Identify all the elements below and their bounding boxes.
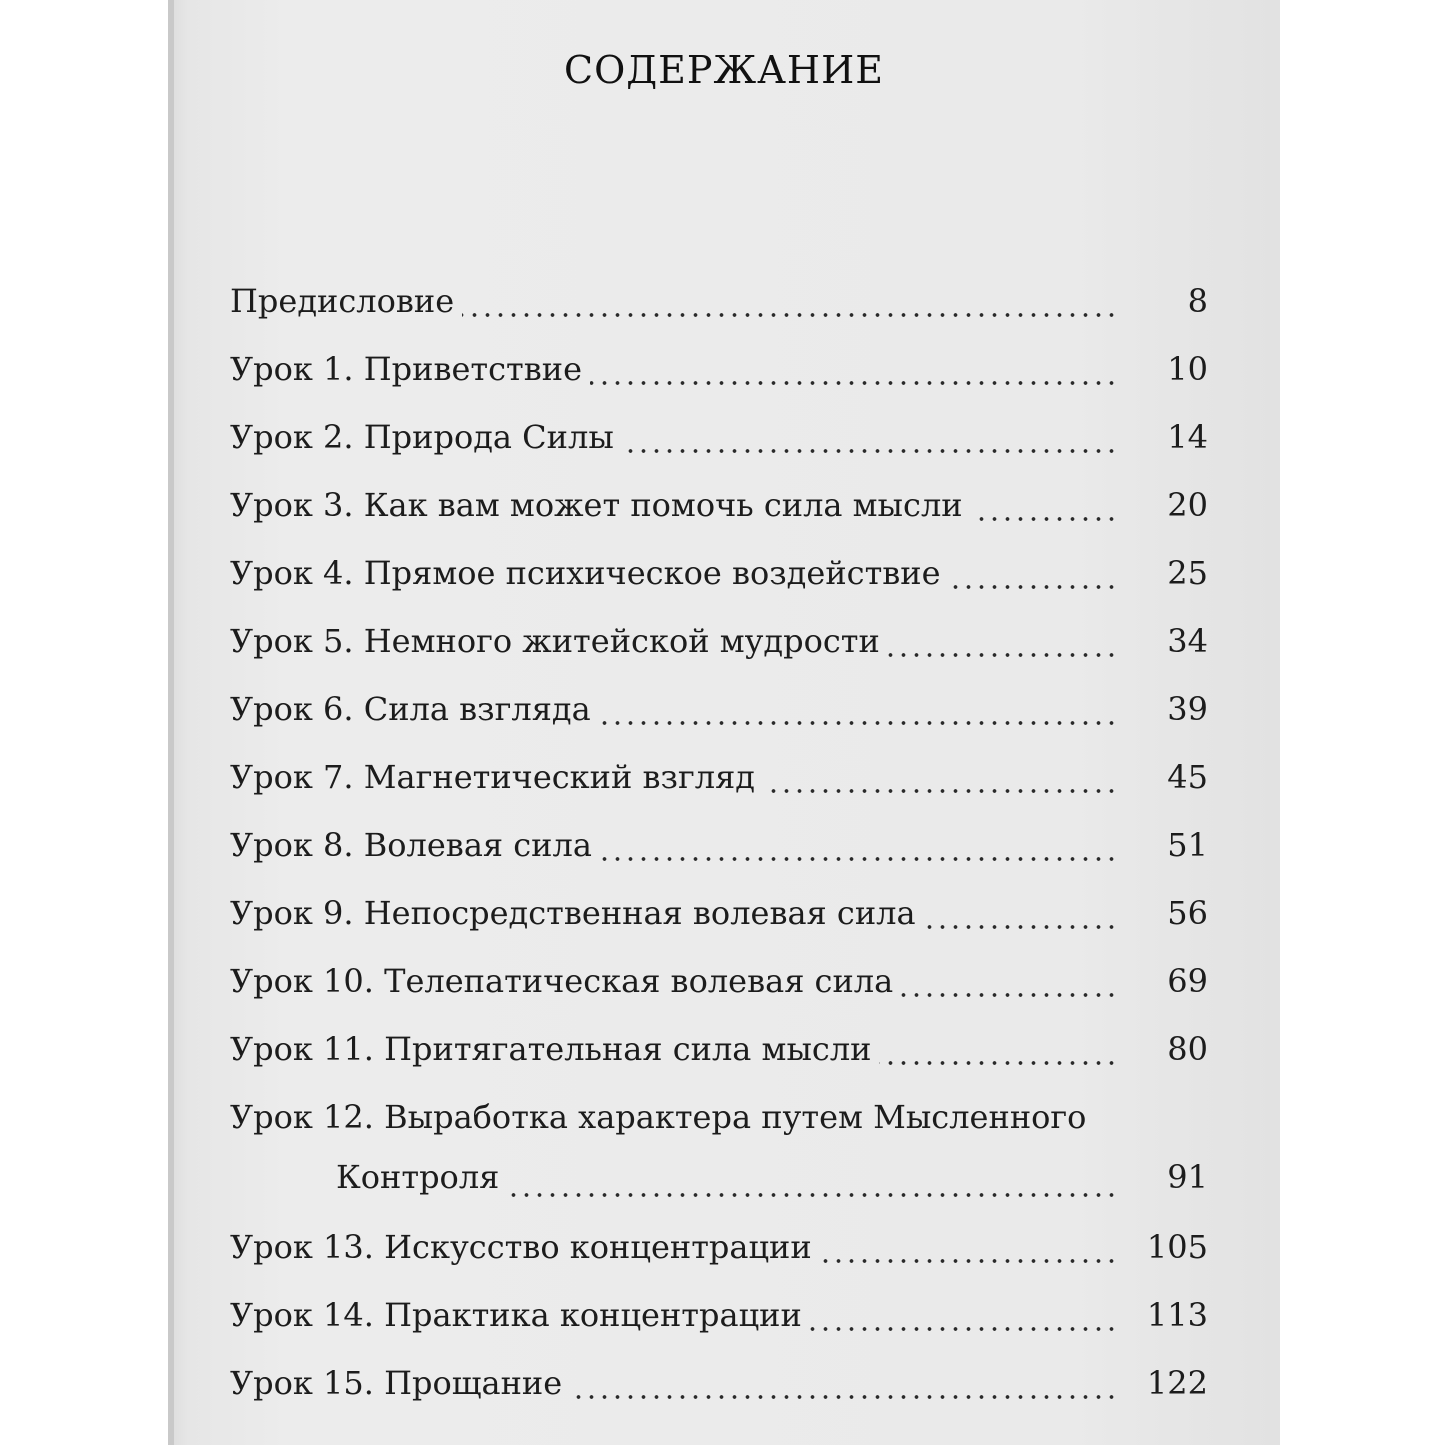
page-title: СОДЕРЖАНИЕ [564, 48, 884, 92]
toc-entry-label: Урок 13. Искусство концентрации [230, 1228, 812, 1266]
dot-leader [570, 1395, 1118, 1399]
toc-entry-label: Урок 10. Телепатическая волевая сила [230, 962, 894, 1000]
dot-leader [924, 925, 1118, 929]
dot-leader [901, 993, 1118, 997]
toc-entry [230, 543, 1208, 603]
toc-entry-label: Урок 12. Выработка характера путем Мысленного [230, 1098, 1087, 1136]
dot-leader [820, 1259, 1118, 1263]
toc-entry-page: 80 [1167, 1030, 1208, 1068]
toc-entry-label: Урок 1. Приветствие [230, 350, 583, 388]
toc-entry [230, 407, 1208, 467]
toc-entry-page: 69 [1167, 962, 1208, 1000]
dot-leader [622, 449, 1118, 453]
toc-entry [230, 1019, 1208, 1079]
book-page [168, 0, 1280, 1445]
toc-entry [230, 1285, 1208, 1345]
toc-entry-page: 122 [1146, 1364, 1208, 1402]
toc-entry-label: Урок 6. Сила взгляда [230, 690, 591, 728]
toc-entry-label: Предисловие [230, 282, 455, 320]
toc-entry-page: 45 [1167, 758, 1208, 796]
dot-leader [507, 1193, 1118, 1197]
toc-entry-page: 105 [1146, 1228, 1208, 1266]
toc-entry-label: Урок 5. Немного житейской мудрости [230, 622, 880, 660]
dot-leader [879, 1061, 1118, 1065]
toc-entry [230, 339, 1208, 399]
toc-entry-page: 56 [1167, 894, 1208, 932]
toc-entry-page: 39 [1167, 690, 1208, 728]
toc-entry-label: Урок 7. Магнетический взгляд [230, 758, 755, 796]
dot-leader [599, 721, 1118, 725]
toc-entry [230, 1087, 1208, 1211]
toc-entry [230, 271, 1208, 331]
toc-entry-page: 113 [1146, 1296, 1208, 1334]
dot-leader [590, 381, 1118, 385]
toc-entry-page: 91 [1167, 1158, 1208, 1196]
toc-entry-page: 8 [1187, 282, 1208, 320]
toc-entry [230, 747, 1208, 807]
toc-entry-label: Урок 15. Прощание [230, 1364, 563, 1402]
toc-entry [230, 883, 1208, 943]
toc-entry-label: Урок 9. Непосредственная волевая сила [230, 894, 916, 932]
toc-entry-label: Урок 8. Волевая сила [230, 826, 592, 864]
toc-entry-label-continued: Контроля [336, 1158, 500, 1196]
dot-leader [888, 653, 1118, 657]
toc-entry-page: 14 [1167, 418, 1208, 456]
toc-entry [230, 1217, 1208, 1277]
dot-leader [971, 517, 1118, 521]
toc-entry [230, 1353, 1208, 1413]
toc-entry [230, 475, 1208, 535]
dot-leader [763, 789, 1118, 793]
toc-entry [230, 679, 1208, 739]
page-gutter-shadow [168, 0, 174, 1445]
toc-entry-label: Урок 2. Природа Силы [230, 418, 614, 456]
toc-entry-label: Урок 3. Как вам может помочь сила мысли [230, 486, 963, 524]
toc-entry-page: 20 [1167, 486, 1208, 524]
toc-entry-page: 25 [1167, 554, 1208, 592]
toc-entry-page: 34 [1167, 622, 1208, 660]
dot-leader [949, 585, 1118, 589]
toc-entry-page: 51 [1167, 826, 1208, 864]
dot-leader [810, 1327, 1118, 1331]
toc-entry-label: Урок 11. Притягательная сила мысли [230, 1030, 872, 1068]
dot-leader [600, 857, 1118, 861]
toc-entry-label: Урок 4. Прямое психическое воздействие [230, 554, 941, 592]
dot-leader [462, 313, 1118, 317]
toc-entry [230, 951, 1208, 1011]
toc-entry-page: 10 [1167, 350, 1208, 388]
toc-entry [230, 815, 1208, 875]
toc-entry [230, 611, 1208, 671]
toc-entry-label: Урок 14. Практика концентрации [230, 1296, 802, 1334]
